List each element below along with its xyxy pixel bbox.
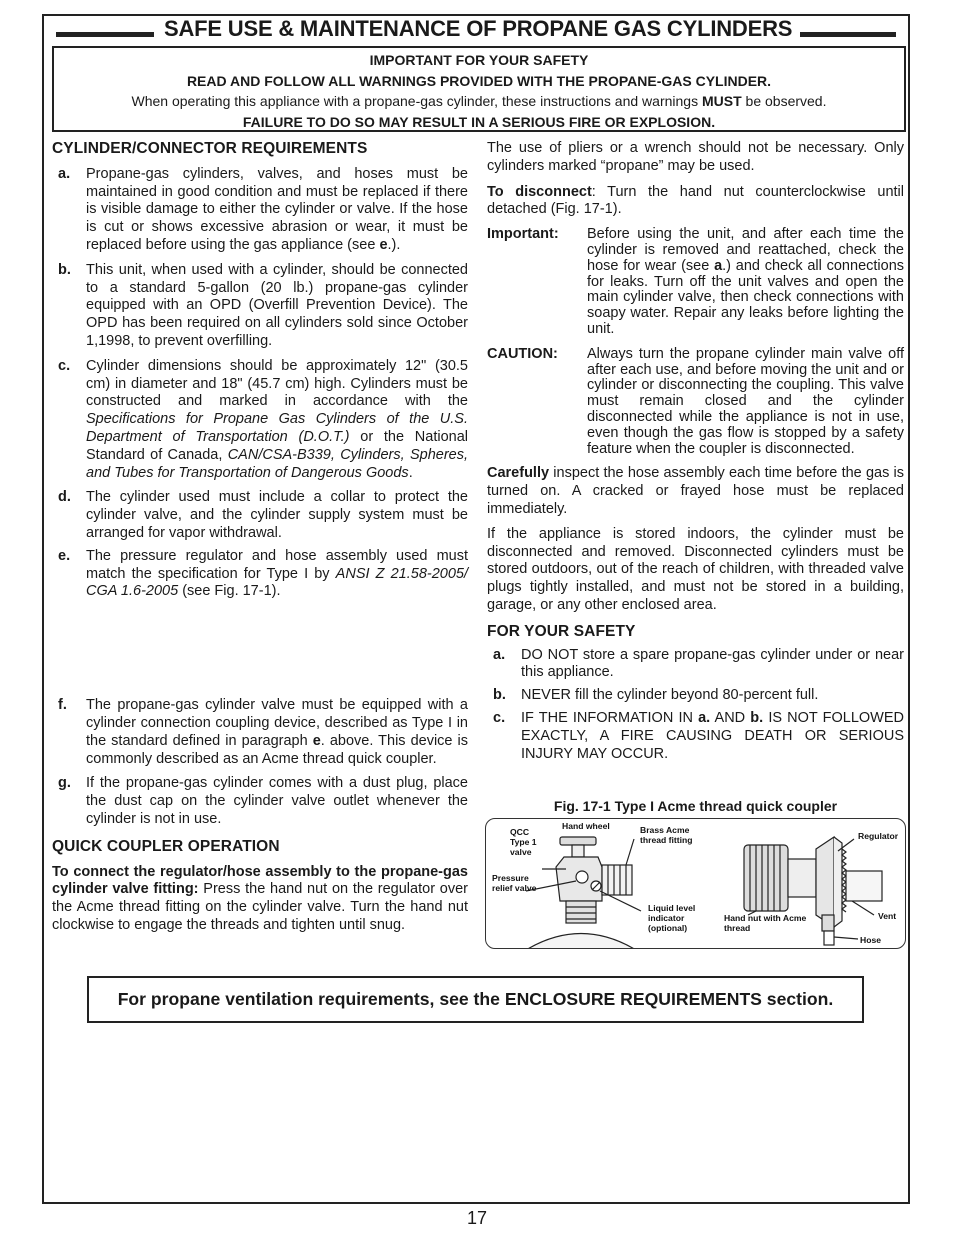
item-text-pre: The pressure regulator and hose assembly used must match the specification for Type I by bbox=[86, 547, 468, 582]
safety-line-3-must: MUST bbox=[701, 93, 742, 109]
carefully-paragraph bbox=[487, 465, 904, 518]
label-liquid-level: Liquid level indicator (optional) bbox=[648, 903, 696, 933]
disconnect-text: : Turn the hand nut counterclockwise until detached (Fig. 17-1). bbox=[487, 183, 904, 218]
safety-line-4: FAILURE TO DO SO MAY RESULT IN A SERIOUS FIRE OR EXPLOSION. bbox=[242, 113, 716, 130]
label-hand-wheel: Hand wheel bbox=[562, 821, 610, 831]
item-text bbox=[521, 710, 904, 763]
safety-line-3-end: be observed. bbox=[745, 93, 827, 109]
label-qcc-valve: QCC Type 1 valve bbox=[510, 827, 537, 857]
coupler-figure bbox=[485, 818, 906, 949]
brass-fitting-shape bbox=[602, 865, 632, 895]
item-text-pre: Cylinder dimensions should be approximately 12" (30.5 cm) in diameter and 18" (45.7 cm) high. Cylinders must be constructed and marked in accordance with the bbox=[86, 357, 468, 410]
safety-item-b bbox=[487, 687, 904, 705]
important-label: Important: bbox=[487, 226, 559, 243]
item-italic-spec: Specifications for Propane Gas Cylinders of the U.S. Department of Transportation (D.O.T.) bbox=[86, 411, 468, 445]
page-number: 17 bbox=[466, 1208, 488, 1228]
item-text: The cylinder used must include a collar to protect the cylinder valve, and the cylinder supply system must be arranged for vapor withdrawal. bbox=[86, 489, 468, 541]
item-text-post: . bbox=[408, 464, 413, 481]
hand-wheel-shape bbox=[560, 837, 596, 845]
item-text: NEVER fill the cylinder beyond 80-percent full. bbox=[521, 687, 819, 704]
label-hose: Hose bbox=[860, 935, 882, 945]
disconnect-bold: To disconnect bbox=[487, 183, 592, 200]
ventilation-note: For propane ventilation requirements, see the ENCLOSURE REQUIREMENTS section. bbox=[87, 976, 864, 1023]
label-pressure-relief: Pressure relief valve bbox=[492, 873, 537, 893]
safety-warning-box bbox=[52, 46, 906, 132]
item-text bbox=[86, 697, 468, 768]
item-label: c. bbox=[493, 709, 506, 726]
item-text-pre: The propane-gas cylinder valve must be equipped with a cylinder connection coupling device, described as Type I in the standard defined in paragraph bbox=[86, 697, 468, 749]
item-text bbox=[86, 358, 468, 483]
label-vent: Vent bbox=[878, 911, 897, 921]
label-brass-fitting: Brass Acme thread fitting bbox=[640, 825, 693, 845]
item-label: a. bbox=[493, 646, 506, 663]
item-text-pre: Propane-gas cylinders, valves, and hoses must be maintained in good condition and must be replaced if there is visible damage to either the cylinder or valve. If the hose is cut or shows excessive abrasion or wear, it must be replaced before using the gas appliance (see bbox=[86, 165, 468, 253]
item-text-pre: IF THE INFORMATION IN bbox=[521, 709, 693, 726]
cylinder-item-g bbox=[52, 775, 468, 828]
important-ref: a bbox=[714, 257, 723, 274]
safety-item-c bbox=[487, 710, 904, 763]
item-label: b. bbox=[493, 687, 506, 704]
quick-coupler-heading: QUICK COUPLER OPERATION bbox=[52, 837, 280, 855]
item-text-mid: or the National Standard of Canada, bbox=[86, 428, 468, 463]
safety-line-2: READ AND FOLLOW ALL WARNINGS PROVIDED WITH THE PROPANE-GAS CYLINDER. bbox=[186, 72, 772, 89]
page-title: SAFE USE & MAINTENANCE OF PROPANE GAS CYLINDERS bbox=[164, 16, 793, 41]
figure-caption: Fig. 17-1 Type I Acme thread quick coupler bbox=[553, 798, 838, 814]
item-text bbox=[86, 166, 468, 255]
safety-line-3-text: When operating this appliance with a propane-gas cylinder, these instructions and warnings bbox=[131, 93, 699, 109]
item-italic-ansi: ANSI Z 21.58-2005/ CGA 1.6-2005 bbox=[86, 565, 468, 600]
label-hand-nut: Hand nut with Acme thread bbox=[724, 913, 807, 933]
item-label: f. bbox=[58, 697, 67, 714]
item-label: g. bbox=[58, 775, 71, 792]
item-text-post: .). bbox=[387, 236, 401, 253]
item-ref: e bbox=[312, 732, 321, 749]
cylinder-item-a bbox=[52, 166, 468, 255]
disconnect-paragraph bbox=[487, 184, 904, 220]
title-row bbox=[56, 14, 896, 48]
carefully-bold: Carefully bbox=[487, 465, 550, 482]
for-safety-heading: FOR YOUR SAFETY bbox=[487, 622, 636, 640]
caution-text: Always turn the propane cylinder main valve off after each use, and before moving the unit and or cylinder or disconnecting the coupling. This valve must remain closed and the cylinder disconnected while the appliance is not in use, even though the gas flow is stopped by a safety feature when the coupler is disconnected. bbox=[587, 345, 904, 457]
item-label: b. bbox=[58, 261, 71, 278]
connect-text: Press the hand nut on the regulator over the Acme thread fitting on the cylinder valve. Turn the hand nut clockwise to engage the threads and tighten until snug. bbox=[52, 881, 468, 933]
important-text-post: .) and check all connections for leaks. Turn off the unit valves and open the main cylinder valve, then check connections with soapy water. Repair any leaks before lighting the unit. bbox=[587, 257, 905, 337]
storage-paragraph: If the appliance is stored indoors, the cylinder must be disconnected and removed. Disconnected cylinders must be stored outdoors, out of the reach of children, with threaded valve plugs tightly installed, and must not be stored in a building, garage, or any other enclosed area. bbox=[487, 525, 904, 613]
item-label: a. bbox=[58, 165, 71, 182]
safety-line-3 bbox=[54, 91, 904, 112]
item-ref: e bbox=[379, 236, 388, 253]
cylinder-heading: CYLINDER/CONNECTOR REQUIREMENTS bbox=[52, 140, 368, 157]
caution-label: CAUTION: bbox=[487, 345, 558, 362]
item-text-post: (see Fig. 17-1). bbox=[182, 583, 281, 600]
cylinder-item-f bbox=[52, 697, 468, 768]
right-column bbox=[487, 140, 904, 763]
cylinder-item-b bbox=[52, 262, 468, 351]
item-italic-standard: CAN/CSA-B339, Cylinders, Spheres, and Tubes for Transportation of Dangerous Goods bbox=[86, 446, 468, 481]
item-text: DO NOT store a spare propane-gas cylinder under or near this appliance. bbox=[521, 646, 904, 681]
item-text: If the propane-gas cylinder comes with a dust plug, place the dust cap on the cylinder valve outlet whenever the cylinder is not in use. bbox=[86, 775, 468, 827]
cylinder-item-d bbox=[52, 489, 468, 542]
item-text-post: . above. This device is commonly described as an Acme thread quick coupler. bbox=[86, 732, 468, 767]
left-column bbox=[52, 140, 468, 935]
cylinder-item-e bbox=[52, 548, 468, 601]
item-text bbox=[86, 548, 468, 601]
title-rule-right bbox=[800, 32, 896, 37]
item-label: e. bbox=[58, 547, 71, 564]
important-text-pre: Before using the unit, and after each time the cylinder is removed and reattached, check the hose for wear (see bbox=[587, 226, 904, 274]
carefully-text: inspect the hose assembly each time before the gas is turned on. A cracked or frayed hose must be replaced immediately. bbox=[487, 465, 905, 517]
connect-paragraph bbox=[52, 864, 468, 935]
title-rule-left bbox=[56, 32, 154, 37]
item-label: d. bbox=[58, 489, 71, 506]
connect-bold: To connect the regulator/hose assembly to the propane-gas cylinder valve fitting: bbox=[52, 863, 468, 898]
caution-block bbox=[487, 347, 904, 458]
cylinder-item-c bbox=[52, 358, 468, 483]
item-text: This unit, when used with a cylinder, should be connected to a standard 5-gallon (20 lb.) propane-gas cylinder equipped with an OPD (Overfill Prevention Device). The OPD has been required on all cylinders sold since October 1,1998, to prevent overfilling. bbox=[86, 261, 468, 349]
item-ref-a: a. bbox=[698, 709, 711, 726]
safety-line-1: IMPORTANT FOR YOUR SAFETY bbox=[369, 52, 589, 68]
item-ref-b: b. bbox=[750, 709, 764, 726]
item-text-post: IS NOT FOLLOWED EXACTLY, A FIRE CAUSING DEATH OR SERIOUS INJURY MAY OCCUR. bbox=[521, 709, 905, 762]
label-regulator: Regulator bbox=[858, 831, 899, 841]
item-text-and: AND bbox=[714, 709, 746, 726]
important-text bbox=[587, 226, 904, 337]
safety-item-a bbox=[487, 647, 904, 683]
item-label: c. bbox=[58, 357, 71, 374]
pliers-paragraph: The use of pliers or a wrench should not be necessary. Only cylinders marked “propane” may be used. bbox=[487, 140, 904, 174]
important-block bbox=[487, 227, 904, 338]
